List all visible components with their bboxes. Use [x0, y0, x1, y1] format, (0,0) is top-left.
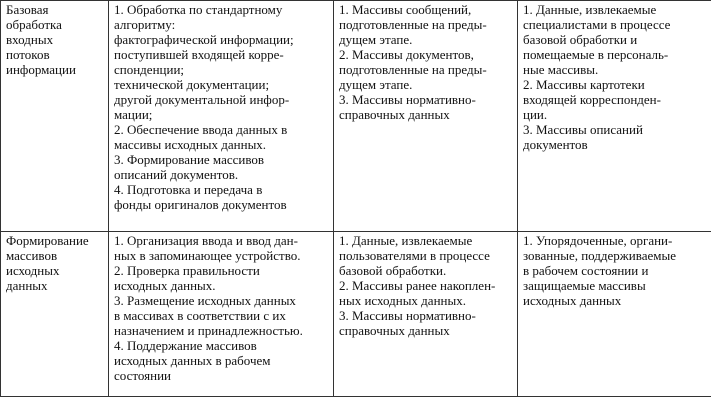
text-line: 1. Организация ввода и ввод дан-: [114, 233, 298, 248]
text-line: массивы исходных данных.: [114, 137, 267, 152]
text-line: 4. Поддержание массивов: [114, 338, 257, 353]
text-line: в массивах в соответствии с их: [114, 308, 286, 323]
text-line: 2. Массивы ранее накоплен-: [339, 278, 496, 293]
text-line: 2. Проверка правильности: [114, 263, 260, 278]
text-line: подготовленные на преды-: [339, 62, 487, 77]
text-line: базовой обработки.: [339, 263, 447, 278]
text-line: 1. Данные, извлекаемые: [523, 2, 657, 17]
text-line: 3. Массивы нормативно-: [339, 92, 476, 107]
operations-cell: [109, 232, 334, 397]
inputs-cell: [334, 232, 518, 397]
text-line: базовой обработки и: [523, 32, 638, 47]
text-line: входных: [6, 32, 54, 47]
text-line: дущем этапе.: [339, 32, 413, 47]
text-line: исходных данных в рабочем: [114, 353, 271, 368]
text-line: 1. Данные, извлекаемые: [339, 233, 473, 248]
text-line: другой документальной инфор-: [114, 92, 290, 107]
text-line: массивов: [6, 248, 58, 263]
outputs-cell: [518, 1, 711, 232]
text-line: спонденции;: [114, 62, 185, 77]
text-line: алгоритму:: [114, 17, 176, 32]
stage-cell: [1, 232, 109, 397]
text-line: поступившей входящей корре-: [114, 47, 284, 62]
text-line: состоянии: [114, 368, 171, 383]
text-line: в рабочем состоянии и: [523, 263, 649, 278]
text-line: справочных данных: [339, 323, 450, 338]
text-line: фонды оригиналов документов: [114, 197, 287, 212]
text-line: 2. Обеспечение ввода данных в: [114, 122, 288, 137]
text-line: фактографической информации;: [114, 32, 294, 47]
text-line: защищаемые массивы: [523, 278, 646, 293]
text-line: 3. Массивы описаний: [523, 122, 643, 137]
text-line: 2. Массивы документов,: [339, 47, 474, 62]
stage-cell: [1, 1, 109, 232]
text-line: специалистами в процессе: [523, 17, 671, 32]
operations-cell: [109, 1, 334, 232]
text-line: подготовленные на преды-: [339, 17, 487, 32]
text-line: технической документации;: [114, 77, 270, 92]
text-line: назначением и принадлежностью.: [114, 323, 303, 338]
text-line: 1. Обработка по стандартному: [114, 2, 283, 17]
text-line: ции.: [523, 107, 548, 122]
text-line: ных исходных данных.: [339, 293, 466, 308]
text-line: Формирование: [6, 233, 89, 248]
text-line: обработка: [6, 17, 62, 32]
text-line: 2. Массивы картотеки: [523, 77, 645, 92]
table-row: [1, 1, 711, 232]
text-line: ных в запоминающее устройство.: [114, 248, 301, 263]
outputs-cell: [518, 232, 711, 397]
text-line: 3. Массивы нормативно-: [339, 308, 476, 323]
text-line: описаний документов.: [114, 167, 239, 182]
text-line: дущем этапе.: [339, 77, 413, 92]
text-line: помещаемые в персональ-: [523, 47, 669, 62]
table-row: [1, 232, 711, 397]
text-line: 3. Размещение исходных данных: [114, 293, 296, 308]
text-line: входящей корреспонден-: [523, 92, 661, 107]
inputs-cell: [334, 1, 518, 232]
text-line: 1. Массивы сообщений,: [339, 2, 472, 17]
text-line: зованные, поддерживаемые: [523, 248, 676, 263]
text-line: информации: [6, 62, 76, 77]
text-line: исходных данных.: [114, 278, 216, 293]
text-line: 3. Формирование массивов: [114, 152, 265, 167]
text-line: справочных данных: [339, 107, 450, 122]
text-line: 1. Упорядоченные, органи-: [523, 233, 673, 248]
text-line: документов: [523, 137, 588, 152]
text-line: потоков: [6, 47, 50, 62]
text-line: исходных данных: [523, 293, 622, 308]
text-line: исходных: [6, 263, 60, 278]
text-line: Базовая: [6, 2, 49, 17]
text-line: ные массивы.: [523, 62, 599, 77]
text-line: данных: [6, 278, 48, 293]
text-line: мации;: [114, 107, 153, 122]
text-line: 4. Подготовка и передача в: [114, 182, 263, 197]
text-line: пользователями в процессе: [339, 248, 490, 263]
